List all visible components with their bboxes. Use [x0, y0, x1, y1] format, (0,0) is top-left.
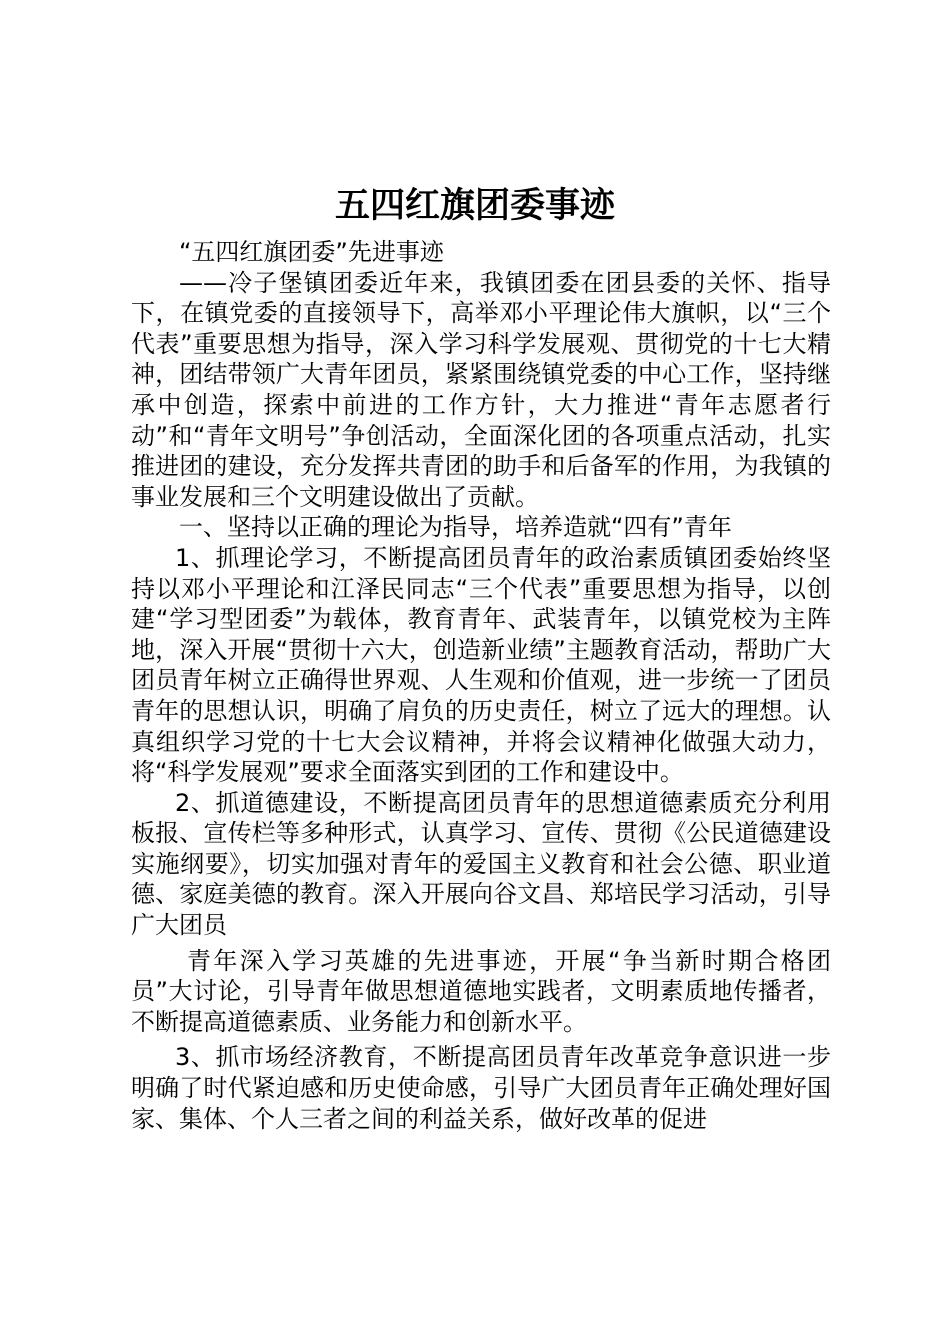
- point-3-paragraph: 3、抓市场经济教育，不断提高团员青年改革竞争意识进一步明确了时代紧迫感和历史使命感，引导广大团员青年正确处理好国家、集体、个人三者之间的利益关系，做好改革的促进: [131, 1043, 831, 1133]
- section-heading-1: 一、坚持以正确的理论为指导，培养造就“四有”青年: [179, 513, 732, 542]
- document-body: [131, 237, 831, 1134]
- subtitle-paragraph: “五四红旗团委”先进事迹: [179, 238, 444, 266]
- point-1-paragraph: 1、抓理论学习，不断提高团员青年的政治素质镇团委始终坚持以邓小平理论和江泽民同志“三个代表”重要思想为指导，以创建“学习型团委”为载体，教育青年、武装青年，以镇党校为主阵地，深入开展“贯彻十六大，创造新业绩”主题教育活动，帮助广大团员青年树立正确得世界观、人生观和价值观，进一步统一了团员青年的思想认识，明确了肩负的历史责任，树立了远大的理想。认真组织学习党的十七大会议精神，并将会议精神化做强大动力，将“科学发展观”要求全面落实到团的工作和建设中。: [131, 543, 831, 787]
- intro-paragraph: ——冷子堡镇团委近年来，我镇团委在团县委的关怀、指导下，在镇党委的直接领导下，高举邓小平理论伟大旗帜，以“三个代表”重要思想为指导，深入学习科学发展观、贯彻党的十七大精神，团结带领广大青年团员，紧紧围绕镇党委的中心工作，坚持继承中创造，探索中前进的工作方针，大力推进“青年志愿者行动”和“青年文明号”争创活动，全面深化团的各项重点活动，扎实推进团的建设，充分发挥共青团的助手和后备军的作用，为我镇的事业发展和三个文明建设做出了贡献。: [131, 268, 831, 511]
- document-title: 五四红旗团委事迹: [334, 185, 615, 226]
- point-2-continuation-paragraph: 青年深入学习英雄的先进事迹，开展“争当新时期合格团员”大讨论，引导青年做思想道德地实践者，文明素质地传播者，不断提高道德素质、业务能力和创新水平。: [131, 946, 831, 1036]
- point-2-paragraph: 2、抓道德建设，不断提高团员青年的思想道德素质充分利用板报、宣传栏等多种形式，认真学习、宣传、贯彻《公民道德建设实施纲要》，切实加强对青年的爱国主义教育和社会公德、职业道德、家庭美德的教育。深入开展向谷文昌、郑培民学习活动，引导广大团员: [131, 788, 831, 940]
